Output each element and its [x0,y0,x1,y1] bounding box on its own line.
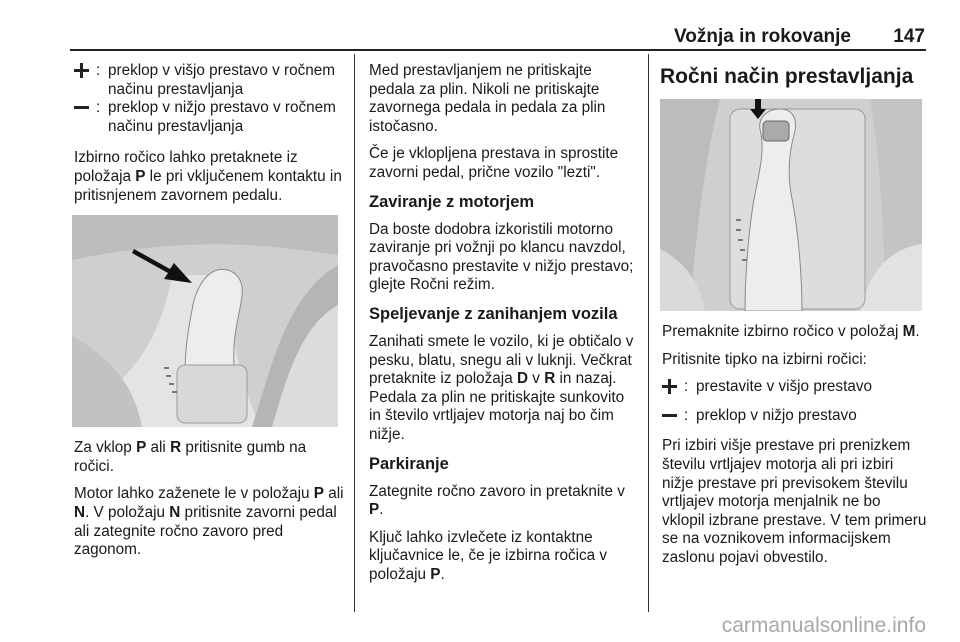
paragraph: Ključ lahko izvlečete iz kontaktne ključavnice le, če je izbirna ročica v položaju P. [369,528,608,583]
page-number: 147 [893,26,925,47]
section-title: Vožnja in rokovanje [673,26,851,47]
header-rule [70,49,926,51]
column-1 [74,62,344,569]
column-3 [662,62,927,577]
heading-rocking: Speljevanje z zanihanjem vozila [369,304,618,323]
legend-plus-text: prestavite v višjo prestavo [696,378,872,396]
paragraph: Zanihati smete le vozilo, ki je obtičalo v pesku, blatu, snegu ali v luknji. Večkrat pretaknite iz položaja D v R in nazaj. Pedala za plin ne pritiskajte sunkovito in število vrtljajev motorja naj bo čim nižje. [369,332,634,443]
plus-icon [74,63,89,78]
column-divider-1 [354,54,355,612]
legend-minus: : preklop v nižjo prestavo v ročnem načinu prestavljanja [74,99,344,136]
legend-plus-text: preklop v višjo prestavo v ročnem načinu prestavljanja [108,62,335,98]
plus-icon [662,379,677,394]
paragraph: Da boste dodobra izkoristili motorno zaviranje pri vožnji po klancu navzdol, pravočasno prestavite v nižjo prestavo; glejte Ročni režim. [369,220,634,294]
paragraph: Premaknite izbirno ročico v položaj M. [662,323,920,340]
minus-icon [662,408,677,423]
legend-minus: : preklop v nižjo prestavo [662,407,927,426]
paragraph: Motor lahko zaženete le v položaju P ali N. V položaju N pritisnite zavorni pedal ali zategnite ročno zavoro pred zagonom. [74,485,344,559]
page-header [72,22,925,50]
legend-plus: : preklop v višjo prestavo v ročnem načinu prestavljanja [74,62,344,99]
column-2 [369,62,637,593]
paragraph: Zategnite ročno zavoro in pretaknite v P. [369,482,625,519]
manual-mode-illustration [660,99,927,311]
paragraph: Izbirno ročico lahko pretaknete iz položaja P le pri vključenem kontaktu in pritisnjenem zavornem pedalu. [74,149,342,204]
paragraph: Če je vklopljena prestava in sprostite zavorni pedal, prične vozilo "lezti". [369,145,619,181]
legend-minus-text: preklop v nižjo prestavo [696,406,857,424]
watermark: carmanualsonline.info [721,614,926,637]
paragraph: Med prestavljanjem ne pritiskajte pedala za plin. Nikoli ne pritiskajte zavornega pedala in pedala za plin istočasno. [369,62,606,135]
minus-icon [74,100,89,115]
column-divider-2 [648,54,649,612]
heading-manual-mode: Ročni način prestavljanja [660,65,914,88]
heading-parking: Parkiranje [369,454,449,473]
paragraph: Pri izbiri višje prestave pri prenizkem številu vrtljajev motorja ali pri izbiri nižje prestave pri previsokem številu vrtljajev motorja menjalnik ne bo vklopil izbrane prestave. V tem primeru se na voznikovem informacijskem zaslonu pojavi obvestilo. [662,437,927,566]
heading-engine-braking: Zaviranje z motorjem [369,192,535,211]
legend-plus: : prestavite v višjo prestavo [662,378,927,397]
paragraph: Za vklop P ali R pritisnite gumb na ročici. [74,439,307,475]
legend-minus-text: preklop v nižjo prestavo v ročnem načinu prestavljanja [108,99,336,135]
gear-selector-illustration [72,215,344,427]
paragraph: Pritisnite tipko na izbirni ročici: [662,350,867,368]
